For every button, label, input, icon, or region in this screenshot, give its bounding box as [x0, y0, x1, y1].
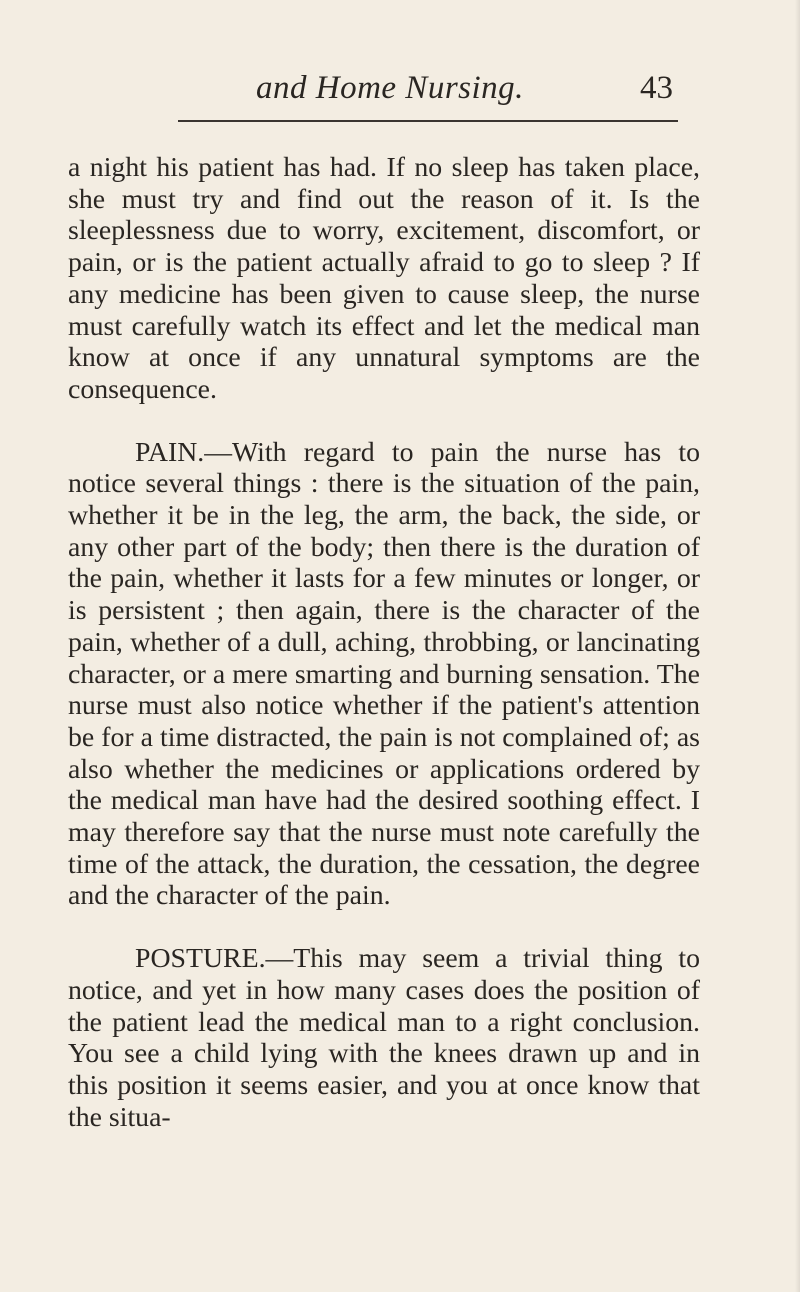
- body-text: [68, 152, 700, 1133]
- page-edge-shadow: [795, 0, 800, 1292]
- header-rule: [178, 120, 678, 122]
- paragraph-pain: PAIN.—With regard to pain the nurse has to notice several things : there is the situation of the pain, whether it be in the leg, the arm, the back, the side, or any other part of the body; then there is the duration of the pain, whether it lasts for a few minutes or longer, or is persistent ; then again, there is the character of the pain, whether of a dull, aching, throbbing, or lancinating character, or a mere smarting and burning sensation. The nurse must also notice whether if the patient's attention be for a time distracted, the pain is not complained of; as also whether the medicines or applications ordered by the medical man have had the desired soothing effect. I may therefore say that the nurse must note carefully the time of the attack, the duration, the cessation, the degree and the character of the pain.: [68, 436, 700, 912]
- page-number: 43: [640, 70, 673, 106]
- paragraph-gap: [68, 912, 700, 943]
- paragraph-sleep: a night his patient has had. If no sleep has taken place, she must try and find out the reason of it. Is the sleeplessness due to worry, excitement, discomfort, or pain, or is the patient actually afraid to go to sleep ? If any medicine has been given to cause sleep, the nurse must carefully watch its effect and let the medical man know at once if any unnatural symptoms are the consequence.: [68, 152, 700, 405]
- running-title: and Home Nursing.: [256, 70, 524, 106]
- page-header: [0, 70, 800, 110]
- paragraph-posture: POSTURE.—This may seem a trivial thing to notice, and yet in how many cases does the position of the patient lead the medical man to a right conclusion. You see a child lying with the knees drawn up and in this position it seems easier, and you at once know that the situa-: [68, 943, 700, 1133]
- paragraph-gap: [68, 406, 700, 437]
